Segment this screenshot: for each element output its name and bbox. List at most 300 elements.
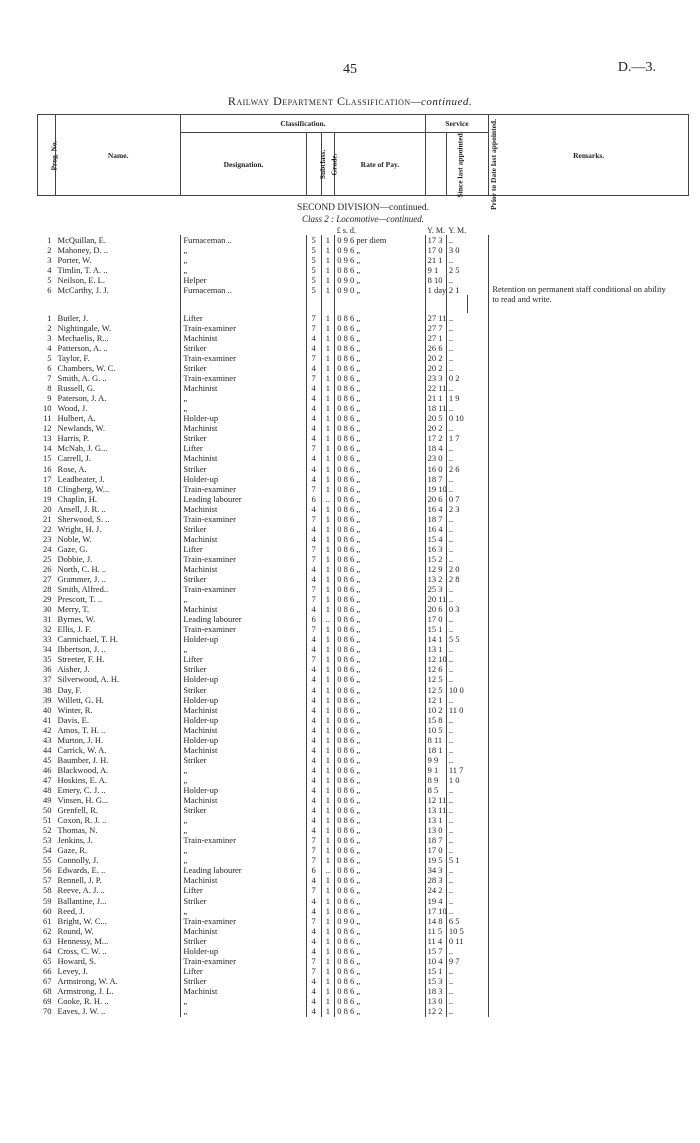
designation: „ <box>181 765 306 775</box>
prog-no: 37 <box>43 674 52 685</box>
subclass: 4 <box>306 896 321 906</box>
subclass: 4 <box>306 343 321 353</box>
remarks-cell <box>489 665 689 675</box>
remarks-cell <box>489 474 689 484</box>
prog-no: 46 <box>43 764 52 775</box>
prog-no: 52 <box>43 825 52 836</box>
employee-name: Howard, S. <box>57 955 97 966</box>
designation: Striker <box>181 976 306 986</box>
employee-name: Harris, P. <box>57 433 89 444</box>
subclass: 4 <box>306 424 321 434</box>
service-since-last: 8 5 <box>425 785 446 795</box>
page-number: 45 <box>343 62 357 77</box>
employee-name: Neilson, E. L. <box>57 274 105 285</box>
service-since-last: 16 0 <box>425 464 446 474</box>
subclass: 4 <box>306 775 321 785</box>
rate-of-pay: 0 8 6 „ <box>335 866 425 876</box>
rate-of-pay: 0 8 6 „ <box>335 765 425 775</box>
rate-of-pay: 0 8 6 „ <box>335 946 425 956</box>
employee-name: Ellis, J. F. <box>57 624 92 635</box>
designation: „ <box>181 906 306 916</box>
designation: Holder-up <box>181 474 306 484</box>
grade: 1 <box>321 585 335 595</box>
table-row <box>38 785 689 795</box>
grade: 1 <box>321 765 335 775</box>
prog-no: 61 <box>43 915 52 926</box>
subclass: 7 <box>306 625 321 635</box>
remarks-cell <box>489 464 689 474</box>
service-since-last: 18 3 <box>425 986 446 996</box>
service-prior: .. <box>446 665 489 675</box>
remarks-cell <box>489 575 689 585</box>
service-since-last: 16 4 <box>425 524 446 534</box>
prog-no: 8 <box>47 383 52 394</box>
service-since-last: 14 1 <box>425 635 446 645</box>
subclass: 4 <box>306 946 321 956</box>
service-since-last: 12 5 <box>425 675 446 685</box>
rate-of-pay: 0 8 6 „ <box>335 936 425 946</box>
service-since-last: 18 7 <box>425 514 446 524</box>
remarks-cell <box>489 585 689 595</box>
employee-name: Gaze, G. <box>57 543 88 554</box>
grade: 1 <box>321 816 335 826</box>
employee-name: Grenfell, R. <box>57 805 98 816</box>
employee-name: Merry, T. <box>57 604 90 615</box>
remarks-cell <box>489 564 689 574</box>
designation: Lifter <box>181 655 306 665</box>
service-prior: 10 0 <box>446 685 489 695</box>
service-since-last: 10 4 <box>425 956 446 966</box>
service-prior: .. <box>446 755 489 765</box>
grade: 1 <box>321 826 335 836</box>
rate-of-pay: 0 8 6 „ <box>335 1007 425 1017</box>
prog-no: 4 <box>47 342 52 353</box>
subclass: 7 <box>306 916 321 926</box>
designation: Holder-up <box>181 785 306 795</box>
rate-of-pay: 0 8 6 „ <box>335 715 425 725</box>
service-prior: 1 0 <box>446 775 489 785</box>
service-since-last: 19 4 <box>425 896 446 906</box>
service-prior: 0 7 <box>446 494 489 504</box>
subclass: 7 <box>306 956 321 966</box>
subclass: 4 <box>306 364 321 374</box>
service-prior: .. <box>446 474 489 484</box>
table-row <box>38 705 689 715</box>
remarks-cell <box>489 956 689 966</box>
service-prior: .. <box>446 524 489 534</box>
subclass: 4 <box>306 605 321 615</box>
prog-no: 31 <box>43 614 52 625</box>
grade: 1 <box>321 986 335 996</box>
remarks-cell <box>489 534 689 544</box>
service-prior: 3 0 <box>446 245 489 255</box>
rate-of-pay: 0 8 6 „ <box>335 836 425 846</box>
rate-of-pay: 0 8 6 „ <box>335 926 425 936</box>
classification-table <box>37 114 689 1017</box>
grade: 1 <box>321 695 335 705</box>
rate-of-pay: 0 8 6 „ <box>335 876 425 886</box>
prog-no: 6 <box>47 284 52 295</box>
service-prior: .. <box>446 896 489 906</box>
table-row <box>38 265 689 275</box>
service-since-last: 27 7 <box>425 323 446 333</box>
grade: 1 <box>321 836 335 846</box>
subclass: 4 <box>306 926 321 936</box>
service-since-last: 12 11 <box>425 796 446 806</box>
employee-name: Patterson, A. .. <box>57 342 108 353</box>
grade: .. <box>321 494 335 504</box>
employee-name: Porter, W. <box>57 254 92 265</box>
service-since-last: 8 11 <box>425 735 446 745</box>
designation: Lifter <box>181 886 306 896</box>
employee-name: Nightingale, W. <box>57 322 112 333</box>
subclass: 7 <box>306 585 321 595</box>
prog-no: 1 <box>47 312 52 323</box>
service-prior: .. <box>446 816 489 826</box>
employee-name: Willett, G. H. <box>57 694 104 705</box>
employee-name: Noble, W. <box>57 533 92 544</box>
employee-name: Reed, J. <box>57 905 85 916</box>
remarks-cell <box>489 323 689 333</box>
grade: 1 <box>321 384 335 394</box>
service-since-last: 15 4 <box>425 534 446 544</box>
service-prior: 2 8 <box>446 575 489 585</box>
service-prior: .. <box>446 404 489 414</box>
employee-name: Taylor, F. <box>57 352 90 363</box>
service-since-last: 14 8 <box>425 916 446 926</box>
grade: 1 <box>321 524 335 534</box>
rate-of-pay: 0 8 6 „ <box>335 745 425 755</box>
remarks-cell <box>489 655 689 665</box>
rate-of-pay: 0 9 6 „ <box>335 245 425 255</box>
designation: „ <box>181 394 306 404</box>
prog-no: 19 <box>43 493 52 504</box>
table-row <box>38 564 689 574</box>
subclass: 4 <box>306 806 321 816</box>
grade: 1 <box>321 956 335 966</box>
subclass: 4 <box>306 384 321 394</box>
designation: „ <box>181 846 306 856</box>
remarks-cell <box>489 404 689 414</box>
employee-name: Coxon, R. J. .. <box>57 815 107 826</box>
table-row <box>38 414 689 424</box>
rate-of-pay: 0 8 6 „ <box>335 796 425 806</box>
subclass: 4 <box>306 575 321 585</box>
employee-name: Carmichael, T. H. <box>57 634 118 645</box>
subclass: 4 <box>306 996 321 1006</box>
table-row <box>38 285 689 295</box>
prog-no: 36 <box>43 664 52 675</box>
service-prior: .. <box>446 544 489 554</box>
prog-no: 63 <box>43 935 52 946</box>
service-prior: 0 11 <box>446 936 489 946</box>
rate-of-pay: 0 9 0 „ <box>335 916 425 926</box>
employee-name: Ansell, J. R. .. <box>57 503 106 514</box>
rate-of-pay: 0 8 6 „ <box>335 514 425 524</box>
rate-of-pay: 0 8 6 „ <box>335 806 425 816</box>
service-prior: 2 6 <box>446 464 489 474</box>
employee-name: Rennell, J. P. <box>57 875 102 886</box>
service-prior: .. <box>446 966 489 976</box>
designation: Machinist <box>181 926 306 936</box>
prog-no: 45 <box>43 754 52 765</box>
service-since-last: 20 6 <box>425 605 446 615</box>
prog-no: 5 <box>47 352 52 363</box>
employee-name: Levey, J. <box>57 965 88 976</box>
table-row <box>38 235 689 245</box>
grade: 1 <box>321 976 335 986</box>
grade: 1 <box>321 265 335 275</box>
service-prior: .. <box>446 745 489 755</box>
remarks-cell <box>489 255 689 265</box>
remarks-cell <box>489 755 689 765</box>
prog-no: 1 <box>47 234 52 245</box>
employee-name: Russell, G. <box>57 383 96 394</box>
employee-name: Clingberg, W... <box>57 483 110 494</box>
grade: 1 <box>321 806 335 816</box>
employee-name: North, C. H. .. <box>57 563 107 574</box>
subsection-heading: Class 2 : Locomotive—continued. <box>302 214 424 224</box>
prog-no: 11 <box>43 413 52 424</box>
service-since-last: 15 7 <box>425 946 446 956</box>
prog-no: 66 <box>43 965 52 976</box>
subclass: 4 <box>306 454 321 464</box>
service-since-last: 9 1 <box>425 765 446 775</box>
designation: Striker <box>181 665 306 675</box>
employee-name: Grammer, J. .. <box>57 574 106 585</box>
service-since-last: 13 1 <box>425 816 446 826</box>
designation: Furnaceman .. <box>181 285 306 295</box>
service-prior: .. <box>446 826 489 836</box>
service-since-last: 8 9 <box>425 775 446 785</box>
table-row <box>38 775 689 785</box>
remarks-cell <box>489 544 689 554</box>
grade: 1 <box>321 775 335 785</box>
grade: 1 <box>321 285 335 295</box>
designation: „ <box>181 856 306 866</box>
prog-no: 68 <box>43 985 52 996</box>
grade: .. <box>321 615 335 625</box>
prog-no: 56 <box>43 865 52 876</box>
remarks-cell <box>489 343 689 353</box>
designation: Striker <box>181 364 306 374</box>
employee-name: Sherwood, S. .. <box>57 513 110 524</box>
service-since-last: 17 0 <box>425 846 446 856</box>
employee-name: Ballantine, J... <box>57 895 107 906</box>
rate-of-pay: 0 8 6 „ <box>335 595 425 605</box>
service-since-last: 10 2 <box>425 705 446 715</box>
employee-name: Streeter, F. H. <box>57 654 105 665</box>
service-since-last: 18 4 <box>425 444 446 454</box>
service-since-last: 28 3 <box>425 876 446 886</box>
designation: Machinist <box>181 534 306 544</box>
prog-no: 51 <box>43 815 52 826</box>
table-row <box>38 735 689 745</box>
subclass: 4 <box>306 464 321 474</box>
table-row <box>38 846 689 856</box>
table-row <box>38 645 689 655</box>
service-since-last: 25 3 <box>425 585 446 595</box>
subclass: 7 <box>306 886 321 896</box>
table-row <box>38 374 689 384</box>
subclass: 4 <box>306 765 321 775</box>
remarks-cell <box>489 625 689 635</box>
grade: 1 <box>321 685 335 695</box>
remarks-cell <box>489 353 689 363</box>
rate-of-pay: 0 8 6 „ <box>335 353 425 363</box>
service-prior: .. <box>446 996 489 1006</box>
remarks-cell <box>489 916 689 926</box>
rate-of-pay: 0 8 6 „ <box>335 775 425 785</box>
header-prior-to-date: Prior to Date last appointed. <box>446 133 489 196</box>
header-grade: Grade. <box>321 133 335 196</box>
table-row <box>38 1007 689 1017</box>
subclass: 4 <box>306 936 321 946</box>
service-prior: .. <box>446 946 489 956</box>
service-since-last: 11 4 <box>425 936 446 946</box>
employee-name: Paterson, J. A. <box>57 393 107 404</box>
table-row <box>38 976 689 986</box>
grade: 1 <box>321 846 335 856</box>
subclass: 7 <box>306 353 321 363</box>
title-continued: —continued. <box>410 96 473 108</box>
service-prior: .. <box>446 876 489 886</box>
designation: Machinist <box>181 384 306 394</box>
service-prior: 2 1 <box>446 285 489 295</box>
grade: 1 <box>321 625 335 635</box>
remarks-cell <box>489 705 689 715</box>
service-since-last: 9 1 <box>425 265 446 275</box>
rate-of-pay: 0 8 6 „ <box>335 414 425 424</box>
prog-no: 40 <box>43 704 52 715</box>
grade: 1 <box>321 715 335 725</box>
designation: „ <box>181 775 306 785</box>
designation: Machinist <box>181 986 306 996</box>
prog-no: 64 <box>43 945 52 956</box>
rate-of-pay: 0 8 6 „ <box>335 655 425 665</box>
grade: 1 <box>321 245 335 255</box>
grade: 1 <box>321 534 335 544</box>
grade: 1 <box>321 364 335 374</box>
prog-no: 17 <box>43 473 52 484</box>
designation: Striker <box>181 685 306 695</box>
rate-of-pay: 0 8 6 „ <box>335 575 425 585</box>
table-row <box>38 404 689 414</box>
service-prior: 5 1 <box>446 856 489 866</box>
table-row <box>38 544 689 554</box>
remarks-cell <box>489 384 689 394</box>
prog-no: 16 <box>43 463 52 474</box>
service-since-last: 27 1 <box>425 333 446 343</box>
grade: 1 <box>321 1007 335 1017</box>
subclass: 4 <box>306 705 321 715</box>
service-prior: 1 9 <box>446 394 489 404</box>
header-rate-of-pay: Rate of Pay. <box>335 133 425 196</box>
service-prior: 0 10 <box>446 414 489 424</box>
grade: .. <box>321 866 335 876</box>
table-row <box>38 454 689 464</box>
table-row <box>38 424 689 434</box>
remarks-cell <box>489 333 689 343</box>
remarks-cell <box>489 866 689 876</box>
grade: 1 <box>321 996 335 1006</box>
designation: „ <box>181 245 306 255</box>
remarks-cell <box>489 936 689 946</box>
prog-no: 59 <box>43 895 52 906</box>
service-since-last: 1 day <box>425 285 446 295</box>
designation: Machinist <box>181 796 306 806</box>
service-prior: .. <box>446 785 489 795</box>
table-row <box>38 394 689 404</box>
grade: 1 <box>321 353 335 363</box>
designation: Lifter <box>181 313 306 323</box>
service-since-last: 20 2 <box>425 424 446 434</box>
remarks-cell <box>489 906 689 916</box>
service-since-last: 15 8 <box>425 715 446 725</box>
table-row <box>38 675 689 685</box>
subclass: 4 <box>306 695 321 705</box>
service-since-last: 19 10 <box>425 484 446 494</box>
remarks-cell <box>489 735 689 745</box>
remarks-cell <box>489 444 689 454</box>
employee-name: Bright, W. C... <box>57 915 107 926</box>
subclass: 4 <box>306 564 321 574</box>
remarks-cell <box>489 976 689 986</box>
grade: 1 <box>321 725 335 735</box>
table-row <box>38 353 689 363</box>
subclass: 4 <box>306 404 321 414</box>
table-row <box>38 514 689 524</box>
employee-name: Chambers, W. C. <box>57 363 116 374</box>
prog-no: 24 <box>43 543 52 554</box>
remarks-cell <box>489 494 689 504</box>
employee-name: Day, F. <box>57 684 82 695</box>
prog-no: 41 <box>43 714 52 725</box>
grade: 1 <box>321 394 335 404</box>
rate-of-pay: 0 9 0 „ <box>335 285 425 295</box>
pay-unit-header: £ s. d. <box>336 225 356 235</box>
service-since-last: 13 2 <box>425 575 446 585</box>
service-since-last: 17 0 <box>425 615 446 625</box>
grade: 1 <box>321 796 335 806</box>
prog-no: 7 <box>47 373 52 384</box>
subclass: 7 <box>306 444 321 454</box>
table-row <box>38 364 689 374</box>
service-prior: .. <box>446 615 489 625</box>
grade: 1 <box>321 454 335 464</box>
service-since-last: 12 5 <box>425 685 446 695</box>
rate-of-pay: 0 8 6 „ <box>335 605 425 615</box>
service-prior: .. <box>446 886 489 896</box>
table-row <box>38 333 689 343</box>
employee-name: Armstrong, W. A. <box>57 975 118 986</box>
rate-of-pay: 0 8 6 „ <box>335 554 425 564</box>
prog-no: 49 <box>43 795 52 806</box>
service-since-last: 20 11 <box>425 595 446 605</box>
service-since-last: 15 1 <box>425 625 446 635</box>
table-row <box>38 474 689 484</box>
rate-of-pay: 0 8 6 „ <box>335 424 425 434</box>
header-name: Name. <box>56 115 181 196</box>
service-prior: .. <box>446 554 489 564</box>
table-row <box>38 856 689 866</box>
grade: 1 <box>321 464 335 474</box>
designation: Machinist <box>181 424 306 434</box>
remarks-cell <box>489 996 689 1006</box>
service-prior: .. <box>446 976 489 986</box>
service-since-last: 27 11 <box>425 313 446 323</box>
rate-of-pay: 0 8 6 „ <box>335 524 425 534</box>
